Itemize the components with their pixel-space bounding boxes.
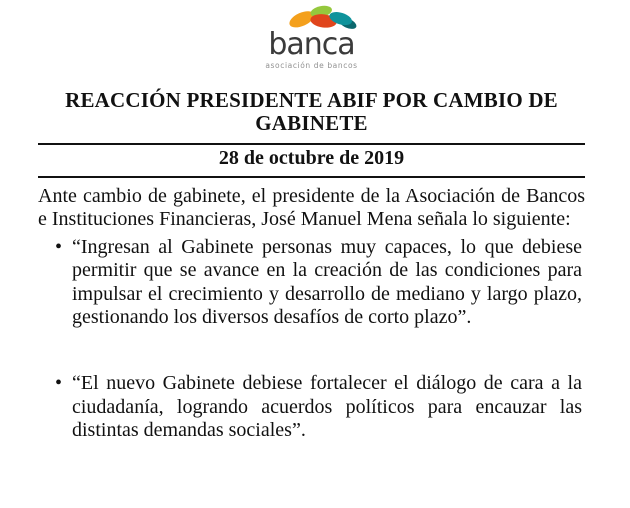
logo-brand-text: banca: [268, 27, 355, 62]
bullet-item-1-text: “Ingresan al Gabinete personas muy capaces, lo que debiese permitir que se avance en la creación de las condiciones para impulsar el crecimiento y desarrollo de mediano y largo plazo, gestionando los diversos desafíos de corto plazo”.: [72, 236, 582, 328]
document-title-line2: GABINETE: [255, 111, 368, 135]
bullet-marker-icon: •: [55, 372, 63, 395]
document-date: 28 de octubre de 2019: [218, 146, 405, 169]
rule-below-date: [38, 176, 585, 178]
intro-paragraph: Ante cambio de gabinete, el presidente de la Asociación de Bancos e Instituciones Financieras, José Manuel Mena señala lo siguiente:: [38, 184, 585, 230]
document-title: [38, 89, 585, 136]
logo-tagline-text: asociación de bancos: [265, 61, 358, 70]
document-title-line1: REACCIÓN PRESIDENTE ABIF POR CAMBIO DE: [65, 87, 558, 112]
bullet-item-1: [38, 236, 585, 329]
bullet-marker-icon: •: [55, 236, 63, 259]
rule-above-date: [38, 143, 585, 145]
quote-bullet-list: [38, 236, 585, 442]
bullet-item-2-text: “El nuevo Gabinete debiese fortalecer el diálogo de cara a la ciudadanía, logrando acuerdos políticos para encauzar las distintas demandas sociales”.: [72, 372, 582, 441]
banca-swoosh-icon: [281, 3, 363, 31]
bullet-item-2: [38, 372, 585, 442]
banca-logo: [38, 3, 585, 70]
